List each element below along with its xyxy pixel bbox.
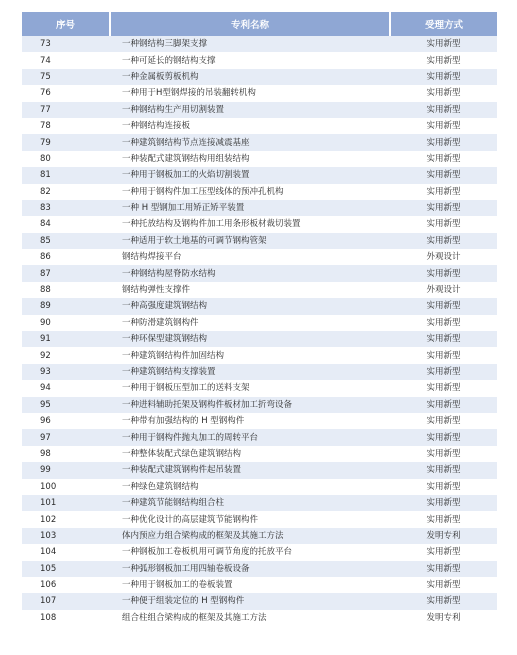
patent-name: 一种防滑建筑钢构件: [110, 315, 390, 331]
patent-name: 一种用于钢构件加工压型线体的预冲孔机构: [110, 184, 390, 200]
row-number: 83: [22, 200, 110, 216]
filing-type: 实用新型: [390, 265, 497, 281]
row-number: 80: [22, 151, 110, 167]
table-row: [22, 577, 497, 593]
filing-type: 实用新型: [390, 167, 497, 183]
table-body: [22, 36, 497, 626]
filing-type: 实用新型: [390, 331, 497, 347]
filing-type: 实用新型: [390, 413, 497, 429]
patent-name: 一种带有加强结构的 H 型钢构件: [110, 413, 390, 429]
patent-name: 一种用于钢构件抛丸加工的周转平台: [110, 429, 390, 445]
filing-type: 实用新型: [390, 561, 497, 577]
table-row: [22, 347, 497, 363]
table-row: [22, 85, 497, 101]
table-row: [22, 544, 497, 560]
table-row: [22, 233, 497, 249]
patent-name: 一种可延长的钢结构支撑: [110, 52, 390, 68]
row-number: 86: [22, 249, 110, 265]
row-number: 96: [22, 413, 110, 429]
row-number: 98: [22, 446, 110, 462]
filing-type: 实用新型: [390, 85, 497, 101]
row-number: 93: [22, 364, 110, 380]
patent-name: 一种建筑钢结构支撑装置: [110, 364, 390, 380]
row-number: 101: [22, 495, 110, 511]
filing-type: 实用新型: [390, 495, 497, 511]
row-number: 79: [22, 134, 110, 150]
filing-type: 实用新型: [390, 151, 497, 167]
row-number: 84: [22, 216, 110, 232]
filing-type: 发明专利: [390, 610, 497, 626]
patent-name: 一种金属板剪板机构: [110, 69, 390, 85]
table-row: [22, 184, 497, 200]
patent-name: 一种钢结构连接板: [110, 118, 390, 134]
patent-name: 一种装配式建筑钢构件起吊装置: [110, 462, 390, 478]
patent-name: 一种钢结构生产用切割装置: [110, 102, 390, 118]
table-row: [22, 479, 497, 495]
patent-name: 一种用于钢板加工的火焰切割装置: [110, 167, 390, 183]
patent-name: 一种弧形钢板加工用四轴卷板设备: [110, 561, 390, 577]
row-number: 74: [22, 52, 110, 68]
table-row: [22, 380, 497, 396]
table-header: [22, 12, 497, 36]
header-num: 序号: [22, 12, 110, 36]
header-type: 受理方式: [390, 12, 497, 36]
filing-type: 实用新型: [390, 347, 497, 363]
patent-name: 一种钢板加工卷板机用可调节角度的托放平台: [110, 544, 390, 560]
table-row: [22, 528, 497, 544]
patent-name: 一种托放结构及钢构件加工用条形板材裁切装置: [110, 216, 390, 232]
table-row: [22, 397, 497, 413]
patent-name: 一种建筑钢结构件加固结构: [110, 347, 390, 363]
table-row: [22, 495, 497, 511]
filing-type: 实用新型: [390, 102, 497, 118]
patent-name: 一种用于钢板加工的卷板装置: [110, 577, 390, 593]
patent-name: 一种整体装配式绿色建筑钢结构: [110, 446, 390, 462]
patent-name: 组合柱组合梁构成的框架及其施工方法: [110, 610, 390, 626]
row-number: 87: [22, 265, 110, 281]
filing-type: 实用新型: [390, 200, 497, 216]
filing-type: 实用新型: [390, 216, 497, 232]
row-number: 106: [22, 577, 110, 593]
row-number: 107: [22, 593, 110, 609]
row-number: 108: [22, 610, 110, 626]
table-row: [22, 364, 497, 380]
filing-type: 实用新型: [390, 184, 497, 200]
patent-name: 一种进料辅助托架及钢构件板材加工折弯设备: [110, 397, 390, 413]
patent-name: 一种适用于软土地基的可调节钢构管架: [110, 233, 390, 249]
row-number: 82: [22, 184, 110, 200]
table-row: [22, 282, 497, 298]
row-number: 88: [22, 282, 110, 298]
filing-type: 实用新型: [390, 462, 497, 478]
table-row: [22, 36, 497, 52]
row-number: 85: [22, 233, 110, 249]
row-number: 90: [22, 315, 110, 331]
patent-name: 钢结构弹性支撑件: [110, 282, 390, 298]
filing-type: 实用新型: [390, 544, 497, 560]
patent-name: 一种绿色建筑钢结构: [110, 479, 390, 495]
table-row: [22, 462, 497, 478]
row-number: 89: [22, 298, 110, 314]
patent-table: [22, 12, 497, 626]
row-number: 91: [22, 331, 110, 347]
patent-name: 一种建筑节能钢结构组合柱: [110, 495, 390, 511]
row-number: 73: [22, 36, 110, 52]
table-row: [22, 593, 497, 609]
row-number: 105: [22, 561, 110, 577]
table-row: [22, 413, 497, 429]
patent-name: 一种装配式建筑钢结构用组装结构: [110, 151, 390, 167]
row-number: 92: [22, 347, 110, 363]
table-row: [22, 52, 497, 68]
filing-type: 实用新型: [390, 233, 497, 249]
row-number: 99: [22, 462, 110, 478]
patent-name: 一种建筑钢结构节点连接减震基座: [110, 134, 390, 150]
table-row: [22, 446, 497, 462]
patent-name: 一种便于组装定位的 H 型钢构件: [110, 593, 390, 609]
patent-name: 一种钢结构三脚架支撑: [110, 36, 390, 52]
filing-type: 实用新型: [390, 479, 497, 495]
patent-name: 体内预应力组合梁构成的框架及其施工方法: [110, 528, 390, 544]
row-number: 100: [22, 479, 110, 495]
table-row: [22, 511, 497, 527]
patent-name: 钢结构焊接平台: [110, 249, 390, 265]
filing-type: 实用新型: [390, 69, 497, 85]
row-number: 95: [22, 397, 110, 413]
patent-name: 一种优化设计的高层建筑节能钢构件: [110, 511, 390, 527]
header-row: [22, 12, 497, 36]
row-number: 75: [22, 69, 110, 85]
table-row: [22, 69, 497, 85]
filing-type: 外观设计: [390, 282, 497, 298]
table-row: [22, 331, 497, 347]
table-row: [22, 265, 497, 281]
filing-type: 实用新型: [390, 315, 497, 331]
row-number: 76: [22, 85, 110, 101]
filing-type: 实用新型: [390, 577, 497, 593]
table-row: [22, 315, 497, 331]
filing-type: 实用新型: [390, 364, 497, 380]
row-number: 104: [22, 544, 110, 560]
filing-type: 实用新型: [390, 380, 497, 396]
row-number: 102: [22, 511, 110, 527]
table-row: [22, 610, 497, 626]
patent-name: 一种高强度建筑钢结构: [110, 298, 390, 314]
table-row: [22, 118, 497, 134]
filing-type: 实用新型: [390, 429, 497, 445]
row-number: 103: [22, 528, 110, 544]
filing-type: 发明专利: [390, 528, 497, 544]
filing-type: 实用新型: [390, 36, 497, 52]
table-row: [22, 561, 497, 577]
table-row: [22, 249, 497, 265]
filing-type: 实用新型: [390, 446, 497, 462]
table-row: [22, 216, 497, 232]
row-number: 94: [22, 380, 110, 396]
filing-type: 实用新型: [390, 118, 497, 134]
filing-type: 实用新型: [390, 397, 497, 413]
table-row: [22, 167, 497, 183]
row-number: 77: [22, 102, 110, 118]
row-number: 78: [22, 118, 110, 134]
filing-type: 外观设计: [390, 249, 497, 265]
table-row: [22, 151, 497, 167]
table-row: [22, 200, 497, 216]
header-name: 专利名称: [110, 12, 390, 36]
patent-name: 一种用于钢板压型加工的送料支架: [110, 380, 390, 396]
table-row: [22, 102, 497, 118]
patent-name: 一种环保型建筑钢结构: [110, 331, 390, 347]
filing-type: 实用新型: [390, 593, 497, 609]
filing-type: 实用新型: [390, 511, 497, 527]
patent-name: 一种钢结构屋脊防水结构: [110, 265, 390, 281]
patent-name: 一种 H 型钢加工用矫正矫平装置: [110, 200, 390, 216]
filing-type: 实用新型: [390, 134, 497, 150]
table-row: [22, 298, 497, 314]
filing-type: 实用新型: [390, 298, 497, 314]
patent-name: 一种用于H型钢焊接的吊装翻转机构: [110, 85, 390, 101]
table-row: [22, 134, 497, 150]
row-number: 81: [22, 167, 110, 183]
table-row: [22, 429, 497, 445]
filing-type: 实用新型: [390, 52, 497, 68]
patent-table-container: [22, 12, 497, 626]
row-number: 97: [22, 429, 110, 445]
